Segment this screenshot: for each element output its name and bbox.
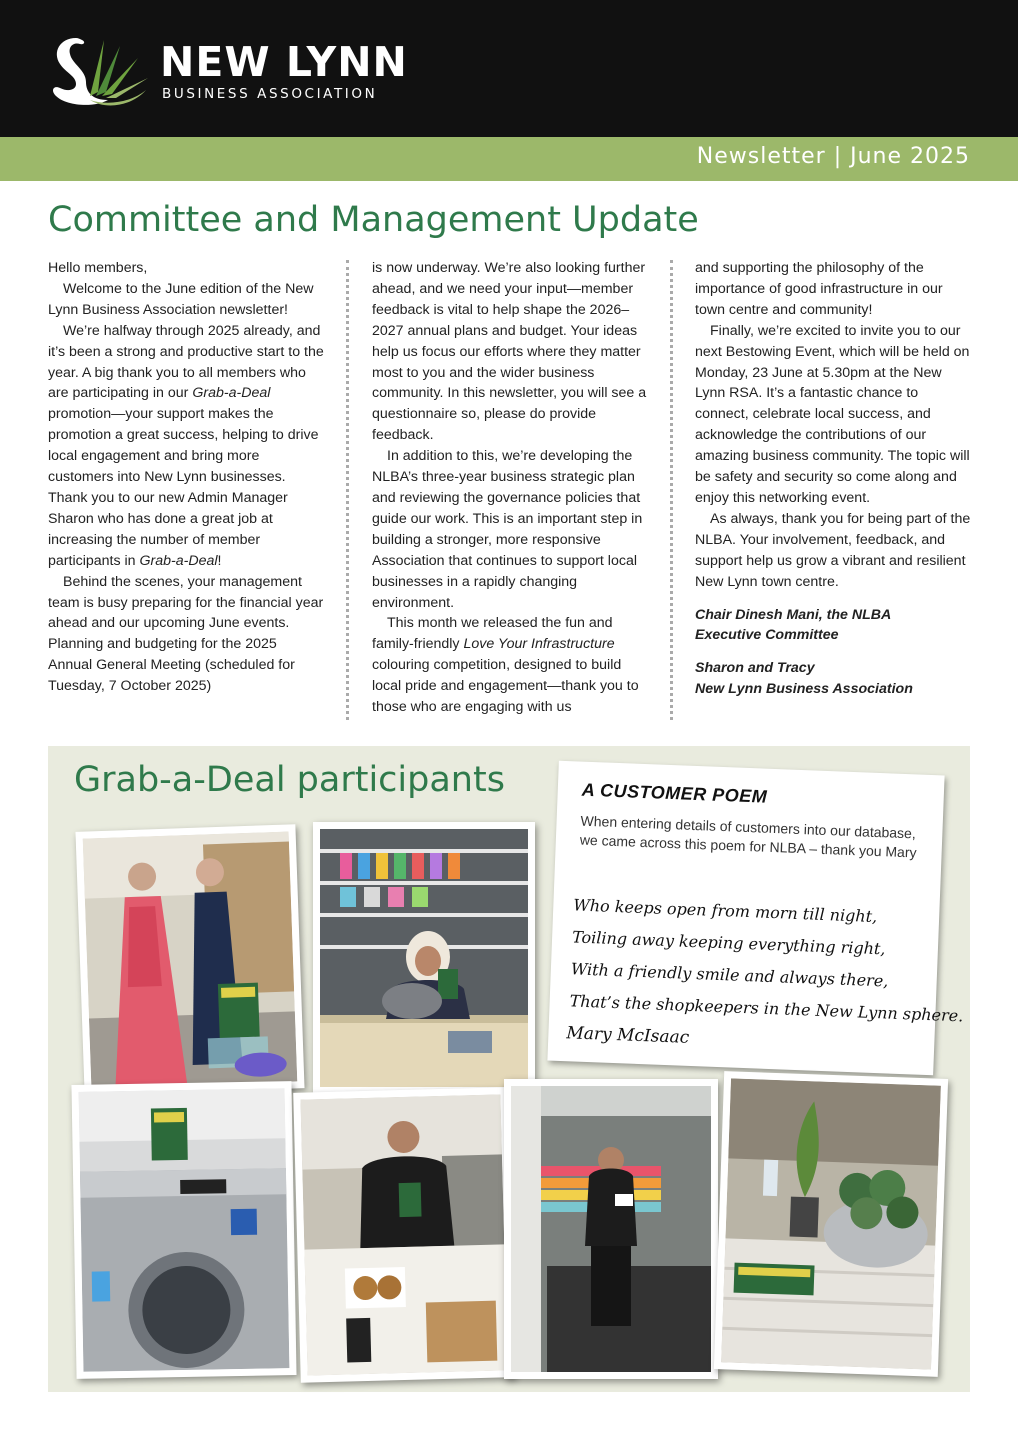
issue-label: Newsletter | June 2025 (696, 144, 970, 169)
paragraph: and supporting the philosophy of the importance of good infrastructure in our town centre and community! (695, 260, 943, 318)
masthead (0, 0, 1018, 137)
poem-line: With a friendly smile and always there, (570, 959, 889, 991)
column-divider (670, 260, 673, 720)
poem-lines (569, 889, 964, 1031)
text-run: ! (217, 552, 222, 569)
poem-line: Toiling away keeping everything right, (571, 927, 886, 959)
article-title: Committee and Management Update (48, 200, 699, 240)
competition-name: Love Your Infrastructure (463, 636, 615, 653)
org-subtitle: BUSINESS ASSOCIATION (162, 86, 378, 102)
paragraph: is now underway. We’re also looking further ahead, and we need your input—member feedback is vital to help shape the 2026–2027 annual plans and budget. Your ideas help us focus our efforts where they matter most to you and the wider business community. In this newsletter, you will see a questionnaire so, please do provide feedback. (372, 260, 647, 444)
poem-author: Mary McIsaac (566, 1023, 690, 1048)
participants-title: Grab-a-Deal participants (74, 760, 505, 800)
paragraph (48, 321, 324, 572)
paragraph: Behind the scenes, your management team is busy preparing for the financial year ahead and our upcoming June events. Planning and budgeting for the 2025 Annual General Meeting (scheduled for Tuesday, 7 October 2025) (48, 573, 324, 695)
text-run: We’re halfway through 2025 already, and it’s been a strong and productive start to the year. A big thank you to all members who are participating in our (48, 322, 324, 402)
paragraph: As always, thank you for being part of the NLBA. Your involvement, feedback, and support help us grow a vibrant and resilient New Lynn town centre. (695, 510, 971, 590)
article-column-3 (695, 258, 971, 700)
swan-logo-icon (46, 30, 150, 113)
signature-line: Sharon and Tracy (695, 660, 815, 677)
photo-plant-display (714, 1071, 948, 1377)
poem-line: That’s the shopkeepers in the New Lynn sphere. (569, 991, 964, 1026)
photo-studio-entrance (504, 1079, 718, 1379)
paragraph: Welcome to the June edition of the New Lynn Business Association newsletter! (48, 280, 314, 318)
signature-chair (695, 605, 971, 647)
photo-cafe-counter (293, 1087, 515, 1383)
photo-shop-counter (313, 822, 535, 1094)
signature-line: Chair Dinesh Mani, the NLBA (695, 606, 892, 623)
paragraph: Hello members, (48, 260, 148, 276)
poem-intro: When entering details of customers into our database, we came across this poem for NLBA – thank you Mary (579, 812, 917, 861)
text-run: This month we released the fun and family-friendly (372, 615, 613, 653)
promo-name: Grab-a-Deal (139, 552, 218, 569)
customer-poem-card (547, 761, 964, 1076)
poem-line: Who keeps open from morn till night, (573, 895, 878, 927)
org-name: NEW LYNN (160, 38, 408, 86)
signature-admin (695, 658, 971, 700)
article-column-2 (372, 258, 648, 718)
poem-title: A CUSTOMER POEM (581, 779, 768, 807)
photo-clothing-store (75, 824, 304, 1096)
signature-line: Executive Committee (695, 627, 839, 644)
article-column-1 (48, 258, 324, 697)
photo-laundromat (71, 1081, 296, 1379)
promo-name: Grab-a-Deal (192, 385, 271, 402)
paragraph: In addition to this, we’re developing the NLBA’s three-year business strategic plan and reviewing the governance policies that guide our work. This is an important step in building a stronger, more responsive Association that continues to support local businesses in a rapidly changing environment. (372, 448, 643, 611)
signature-line: New Lynn Business Association (695, 681, 913, 698)
paragraph (372, 613, 648, 718)
column-divider (346, 260, 349, 720)
text-run: promotion—your support makes the promotion a great success, helping to drive local engagement and bring more customers into New Lynn businesses. Thank you to our new Admin Manager Sharon who has done a great job at increasing the number of member participants in (48, 406, 319, 569)
text-run: colouring competition, designed to build local pride and engagement—thank you to those who are engaging with us (372, 657, 639, 716)
paragraph: Finally, we’re excited to invite you to our next Bestowing Event, which will be held on Monday, 23 June at 5.30pm at the New Lynn RSA. It’s a fantastic chance to connect, celebrate local success, and acknowledge the contributions of our amazing business community. The topic will be safety and security so come along and enjoy this networking event. (695, 322, 970, 506)
